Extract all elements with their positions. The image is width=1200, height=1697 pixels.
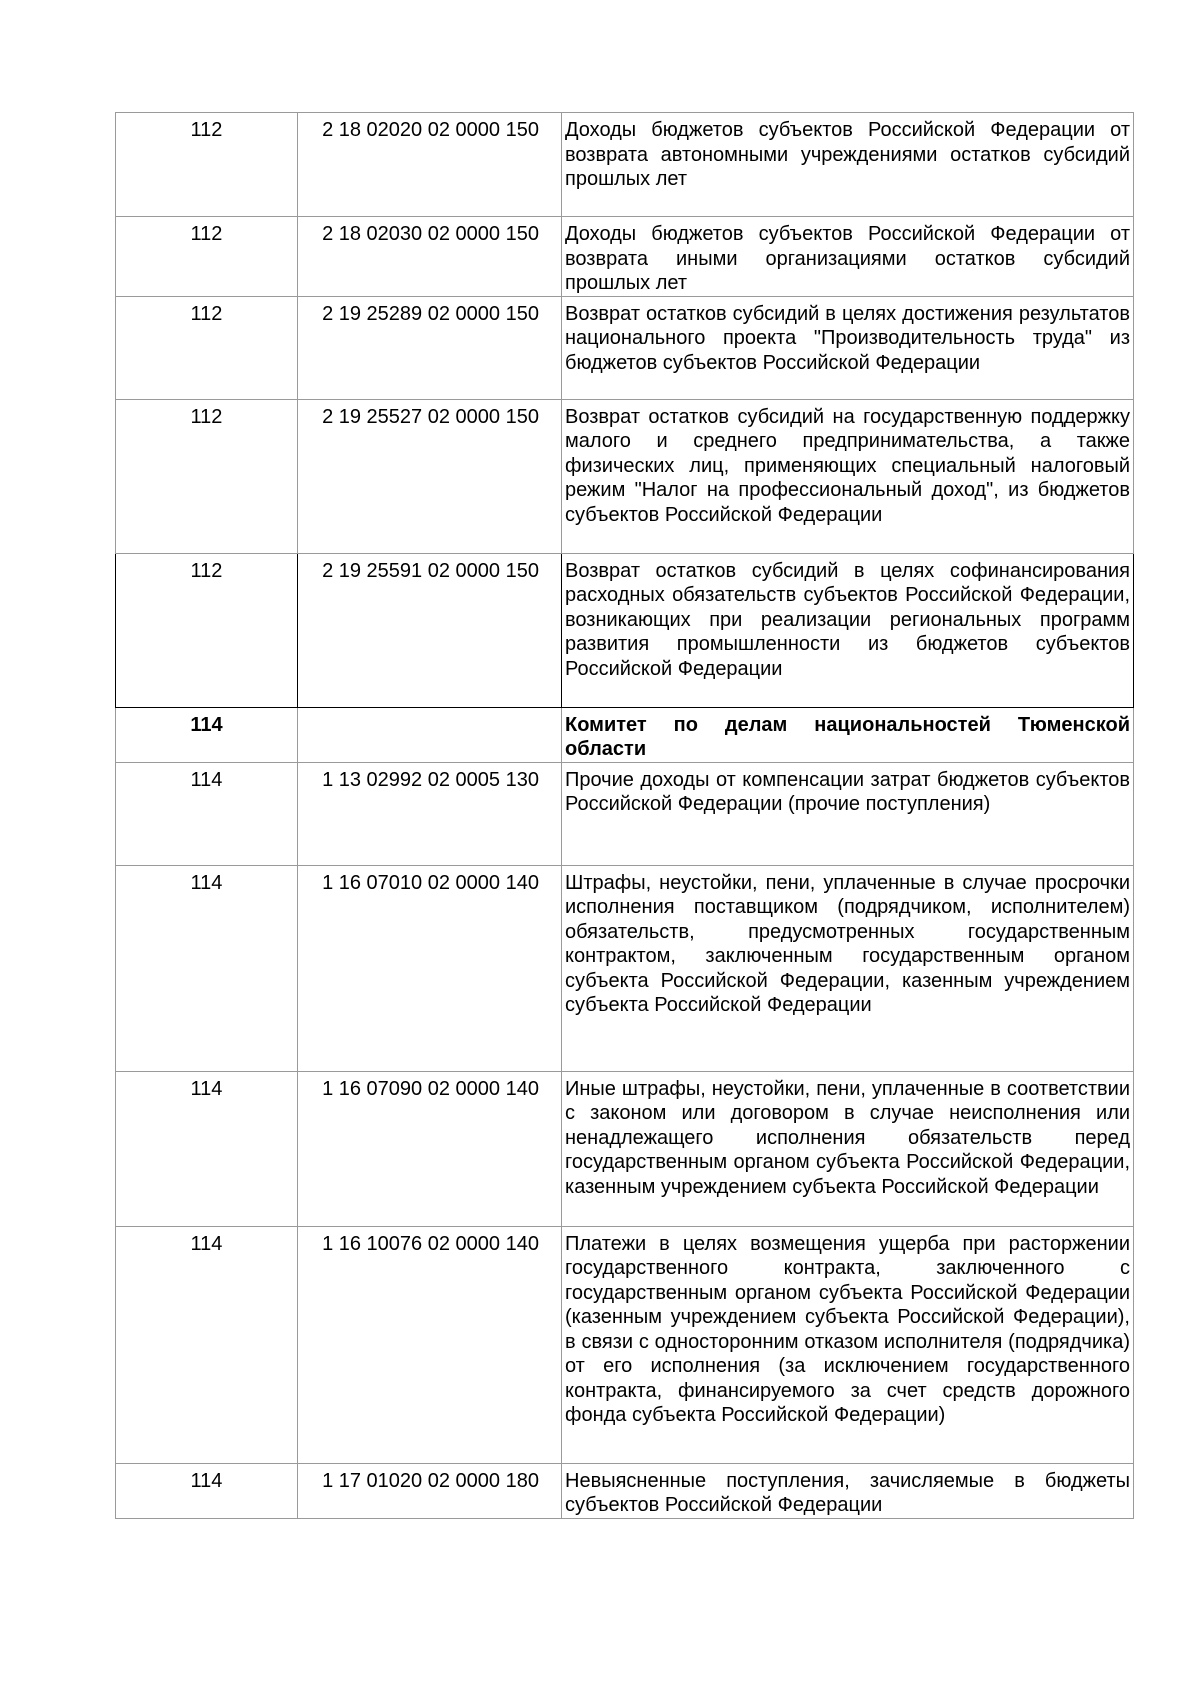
revenue-name-cell: Доходы бюджетов субъектов Российской Федерации от возврата иными организациями остатков субсидий прошлых лет (562, 217, 1134, 297)
admin-code-cell: 114 (116, 865, 298, 1071)
table-row (116, 399, 1134, 553)
table-row (116, 553, 1134, 707)
admin-code-cell: 112 (116, 217, 298, 297)
budget-code-cell: 2 19 25591 02 0000 150 (298, 553, 562, 707)
budget-code-cell: 2 19 25289 02 0000 150 (298, 296, 562, 399)
revenue-name-cell: Доходы бюджетов субъектов Российской Федерации от возврата автономными учреждениями остатков субсидий прошлых лет (562, 113, 1134, 217)
table-row (116, 865, 1134, 1071)
table-row (116, 217, 1134, 297)
revenue-name-cell: Возврат остатков субсидий в целях софинансирования расходных обязательств субъектов Российской Федерации, возникающих при реализации региональных программ развития промышленности из бюджетов субъектов Российской Федерации (562, 553, 1134, 707)
revenue-classification-table (115, 112, 1134, 1519)
admin-code-cell: 114 (116, 1071, 298, 1226)
table-row (116, 1071, 1134, 1226)
revenue-name-cell: Возврат остатков субсидий на государственную поддержку малого и среднего предпринимательства, а также физических лиц, применяющих специальный налоговый режим "Налог на профессиональный доход", из бюджетов субъектов Российской Федерации (562, 399, 1134, 553)
budget-code-cell: 2 18 02030 02 0000 150 (298, 217, 562, 297)
table-row (116, 762, 1134, 865)
admin-code-cell: 114 (116, 1226, 298, 1463)
admin-code-cell: 114 (116, 707, 298, 762)
section-heading: Комитет по делам национальностей Тюменской области (562, 707, 1134, 762)
budget-code-cell: 2 18 02020 02 0000 150 (298, 113, 562, 217)
revenue-name-cell: Прочие доходы от компенсации затрат бюджетов субъектов Российской Федерации (прочие поступления) (562, 762, 1134, 865)
table-row (116, 296, 1134, 399)
admin-code-cell: 112 (116, 399, 298, 553)
budget-code-cell: 1 13 02992 02 0005 130 (298, 762, 562, 865)
table-row (116, 1463, 1134, 1518)
admin-code-cell: 114 (116, 1463, 298, 1518)
admin-code-cell: 114 (116, 762, 298, 865)
table-row (116, 707, 1134, 762)
admin-code-cell: 112 (116, 113, 298, 217)
admin-code-cell: 112 (116, 553, 298, 707)
budget-code-cell: 1 16 10076 02 0000 140 (298, 1226, 562, 1463)
revenue-name-cell: Возврат остатков субсидий в целях достижения результатов национального проекта "Производительность труда" из бюджетов субъектов Российской Федерации (562, 296, 1134, 399)
revenue-name-cell: Иные штрафы, неустойки, пени, уплаченные в соответствии с законом или договором в случае неисполнения или ненадлежащего исполнения обязательств перед государственным органом субъекта Российской Федерации, казенным учреждением субъекта Российской Федерации (562, 1071, 1134, 1226)
budget-code-cell: 1 16 07090 02 0000 140 (298, 1071, 562, 1226)
budget-code-cell: 1 17 01020 02 0000 180 (298, 1463, 562, 1518)
budget-code-cell: 2 19 25527 02 0000 150 (298, 399, 562, 553)
table-row (116, 113, 1134, 217)
budget-code-cell (298, 707, 562, 762)
table-row (116, 1226, 1134, 1463)
revenue-name-cell: Невыясненные поступления, зачисляемые в бюджеты субъектов Российской Федерации (562, 1463, 1134, 1518)
budget-code-cell: 1 16 07010 02 0000 140 (298, 865, 562, 1071)
admin-code-cell: 112 (116, 296, 298, 399)
revenue-name-cell: Штрафы, неустойки, пени, уплаченные в случае просрочки исполнения поставщиком (подрядчиком, исполнителем) обязательств, предусмотренных государственным контрактом, заключенным государственным органом субъекта Российской Федерации, казенным учреждением субъекта Российской Федерации (562, 865, 1134, 1071)
revenue-name-cell: Платежи в целях возмещения ущерба при расторжении государственного контракта, заключенного с государственным органом субъекта Российской Федерации (казенным учреждением субъекта Российской Федерации), в связи с односторонним отказом исполнителя (подрядчика) от его исполнения (за исключением государственного контракта, финансируемого за счет средств дорожного фонда субъекта Российской Федерации) (562, 1226, 1134, 1463)
